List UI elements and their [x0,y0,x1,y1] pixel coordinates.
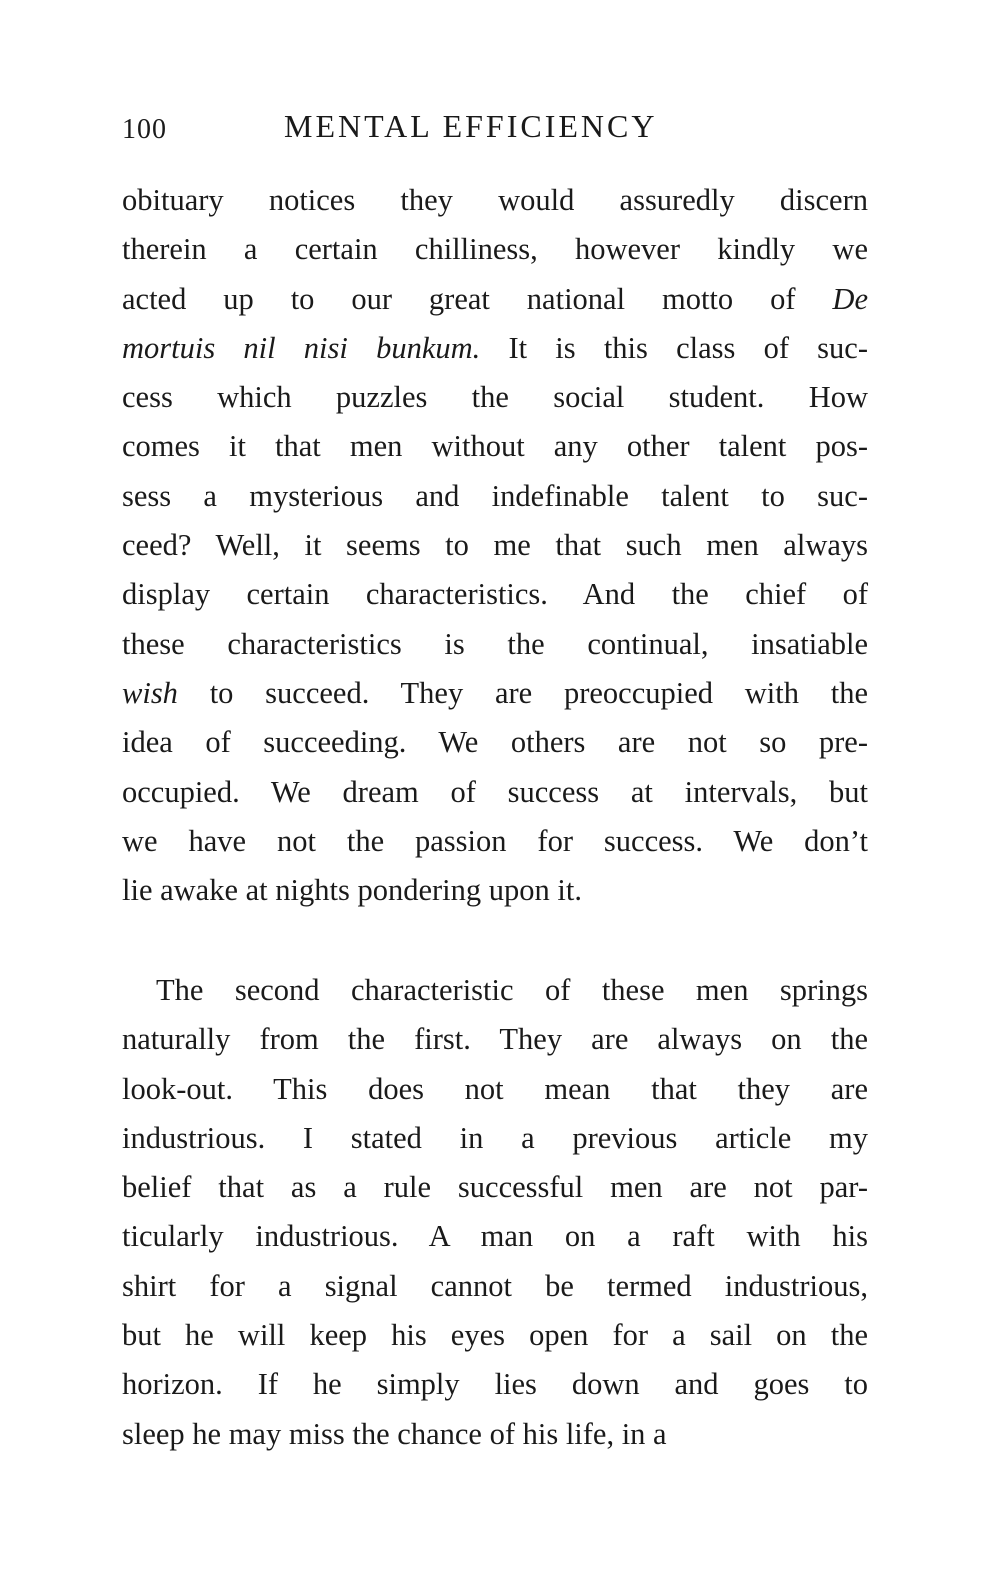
italic-text: De [832,281,868,316]
running-head [122,108,868,156]
text-segment: display certain characteristics. And the chief of [122,577,868,612]
text-segment: idea of succeeding. We others are not so pre- [122,725,868,760]
text-segment: lie awake at nights pondering upon it. [122,873,582,908]
text-segment: belief that as a rule successful men are not par- [122,1170,868,1205]
text-line [122,225,868,274]
text-line [122,1015,868,1064]
text-line [122,718,868,767]
text-segment: naturally from the first. They are always on the [122,1022,868,1057]
text-segment: occupied. We dream of success at intervals, but [122,774,868,809]
italic-text: wish [122,675,178,710]
italic-text: mortuis nil nisi bunkum. [122,330,481,365]
text-segment: therein a certain chilliness, however kindly we [122,232,868,267]
text-segment: horizon. If he simply lies down and goes to [122,1367,868,1402]
text-line [122,966,868,1015]
text-line [122,472,868,521]
text-segment: to succeed. They are preoccupied with the [177,675,868,710]
text-segment: look-out. This does not mean that they are [122,1071,868,1106]
text-line [122,1360,868,1409]
text-line [122,1410,868,1459]
text-line [122,324,868,373]
text-segment: acted up to our great national motto of [122,281,833,316]
text-line [122,521,868,570]
text-line [122,275,868,324]
text-segment: we have not the passion for success. We don’t [122,823,868,858]
text-segment: sess a mysterious and indefinable talent to suc- [122,478,868,513]
text-line [122,1262,868,1311]
text-line [122,1065,868,1114]
running-title: MENTAL EFFICIENCY [284,108,658,144]
text-line [122,373,868,422]
text-segment: obituary notices they would assuredly discern [122,183,868,217]
text-segment: sleep he may miss the chance of his life, in a [122,1416,667,1451]
paragraph-1 [122,176,868,915]
text-line [122,817,868,866]
text-segment: industrious. I stated in a previous article my [122,1120,868,1155]
text-segment: but he will keep his eyes open for a sail on the [122,1318,868,1353]
text-line [122,1311,868,1360]
text-segment: these characteristics is the continual, insatiable [122,626,868,661]
text-line [122,422,868,471]
text-line [122,768,868,817]
text-line [122,570,868,619]
text-segment: cess which puzzles the social student. How [122,380,868,415]
text-line [122,620,868,669]
page-number: 100 [122,114,167,145]
text-segment: ticularly industrious. A man on a raft with his [122,1219,868,1254]
text-line [122,1212,868,1261]
text-segment: ceed? Well, it seems to me that such men always [122,528,868,563]
text-line [122,1114,868,1163]
text-segment: shirt for a signal cannot be termed industrious, [122,1268,868,1303]
paragraph-2 [122,966,868,1459]
text-segment: The second characteristic of these men springs [156,973,868,1007]
text-line [122,1163,868,1212]
text-segment: comes it that men without any other talent pos- [122,429,868,464]
text-segment: It is this class of suc- [480,330,868,365]
text-line [122,176,868,225]
text-line [122,866,868,915]
text-line [122,669,868,718]
